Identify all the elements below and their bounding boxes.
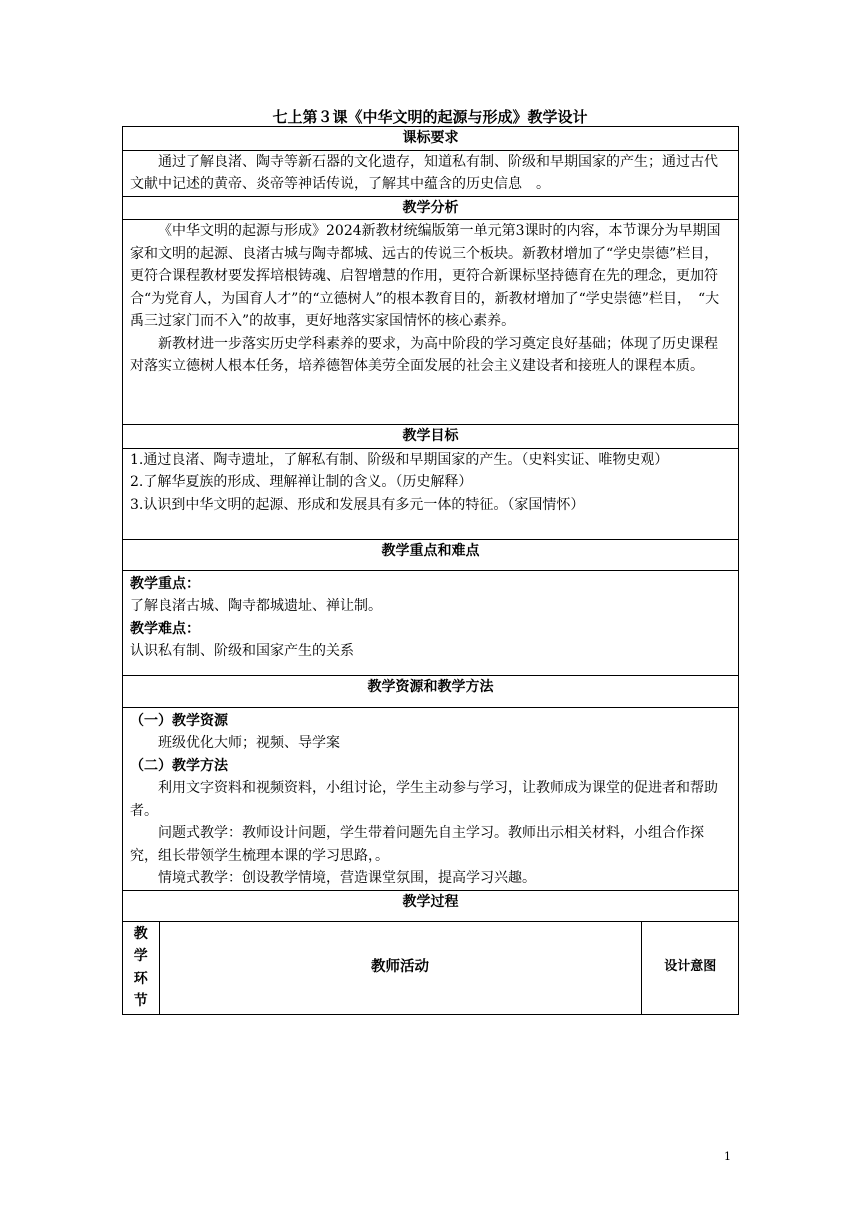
process-table [123, 922, 739, 1014]
objective-item-1: 1.通过良渚、陶寺遗址，了解私有制、阶级和早期国家的产生。（史料实证、唯物史观） [130, 451, 669, 468]
curriculum-cell [123, 150, 739, 196]
stage-char-1: 教 [133, 925, 148, 942]
design-intent-header: 设计意图 [664, 959, 717, 975]
method-paragraph-1: 利用文字资料和视频资料，小组讨论，学生主动参与学习，让教师成为课堂的促进者和帮助者。 [130, 780, 718, 819]
process-heading: 教学过程 [123, 890, 739, 921]
process-cell [123, 921, 739, 1014]
method-paragraph-2: 问题式教学：教师设计问题，学生带着问题先自主学习。教师出示相关材料，小组合作探究，组长带领学生梳理本课的学习思路，。 [130, 825, 704, 864]
objective-item-2: 2.了解华夏族的形成、理解禅让制的含义。（历史解释） [130, 474, 473, 490]
objectives-heading: 教学目标 [123, 425, 739, 449]
resources-label: （一）教学资源 [130, 712, 228, 729]
objectives-cell [123, 448, 739, 539]
difficulty-text: 认识私有制、阶级和国家产生的关系 [130, 643, 354, 659]
focus-label: 教学重点： [130, 575, 200, 592]
teacher-activity-header: 教师活动 [159, 922, 641, 1014]
lesson-plan-table [122, 126, 739, 1015]
stage-column-header [123, 922, 159, 1014]
resources-cell [123, 707, 739, 890]
document-title: 七上第３课《中华文明的起源与形成》教学设计 [272, 108, 588, 126]
analysis-paragraph-2: 新教材进一步落实历史学科素养的要求，为高中阶段的学习奠定良好基础；体现了历史课程对落实立德树人根本任务，培养德智体美劳全面发展的社会主义建设者和接班人的课程本质。 [130, 335, 718, 374]
analysis-paragraph-1: 《中华文明的起源与形成》2024新教材统编版第一单元第3课时的内容，本节课分为早期国家和文明的起源、良渚古城与陶寺都城、远古的传说三个板块。新教材增加了“学史崇德”栏目，更符合课程教材要发挥培根铸魂、启智增慧的作用，更符合新课标坚持德育在先的理念，更加符合“为党育人，为国育人才”的“立德树人”的根本教育目的，新教材增加了“学史崇德”栏目， “大禹三过家门而不入”的故事，更好地落实家国情怀的核心素养。 [130, 223, 721, 329]
curriculum-heading: 课标要求 [123, 127, 739, 151]
stage-char-4: 节 [133, 993, 148, 1009]
methods-label: （二）教学方法 [130, 757, 228, 774]
page-number: 1 [724, 1150, 731, 1163]
keypoints-heading: 教学重点和难点 [123, 539, 739, 570]
analysis-cell [123, 220, 739, 425]
method-paragraph-3: 情境式教学：创设教学情境，营造课堂氛围，提高学习兴趣。 [158, 870, 536, 886]
objective-item-3: 3.认识到中华文明的起源、形成和发展具有多元一体的特征。（家国情怀） [130, 496, 585, 513]
focus-text: 了解良渚古城、陶寺都城遗址、禅让制。 [130, 598, 382, 614]
analysis-heading: 教学分析 [123, 196, 739, 220]
stage-char-3: 环 [133, 970, 148, 987]
resources-text: 班级优化大师；视频、导学案 [158, 735, 340, 751]
stage-char-2: 学 [133, 948, 148, 964]
curriculum-text: 通过了解良渚、陶寺等新石器的文化遗存，知道私有制、阶级和早期国家的产生；通过古代文献中记述的黄帝、炎帝等神话传说，了解其中蕴含的历史信息 。 [130, 153, 718, 192]
difficulty-label: 教学难点： [130, 620, 200, 637]
keypoints-cell [123, 570, 739, 675]
resources-heading: 教学资源和教学方法 [123, 675, 739, 707]
